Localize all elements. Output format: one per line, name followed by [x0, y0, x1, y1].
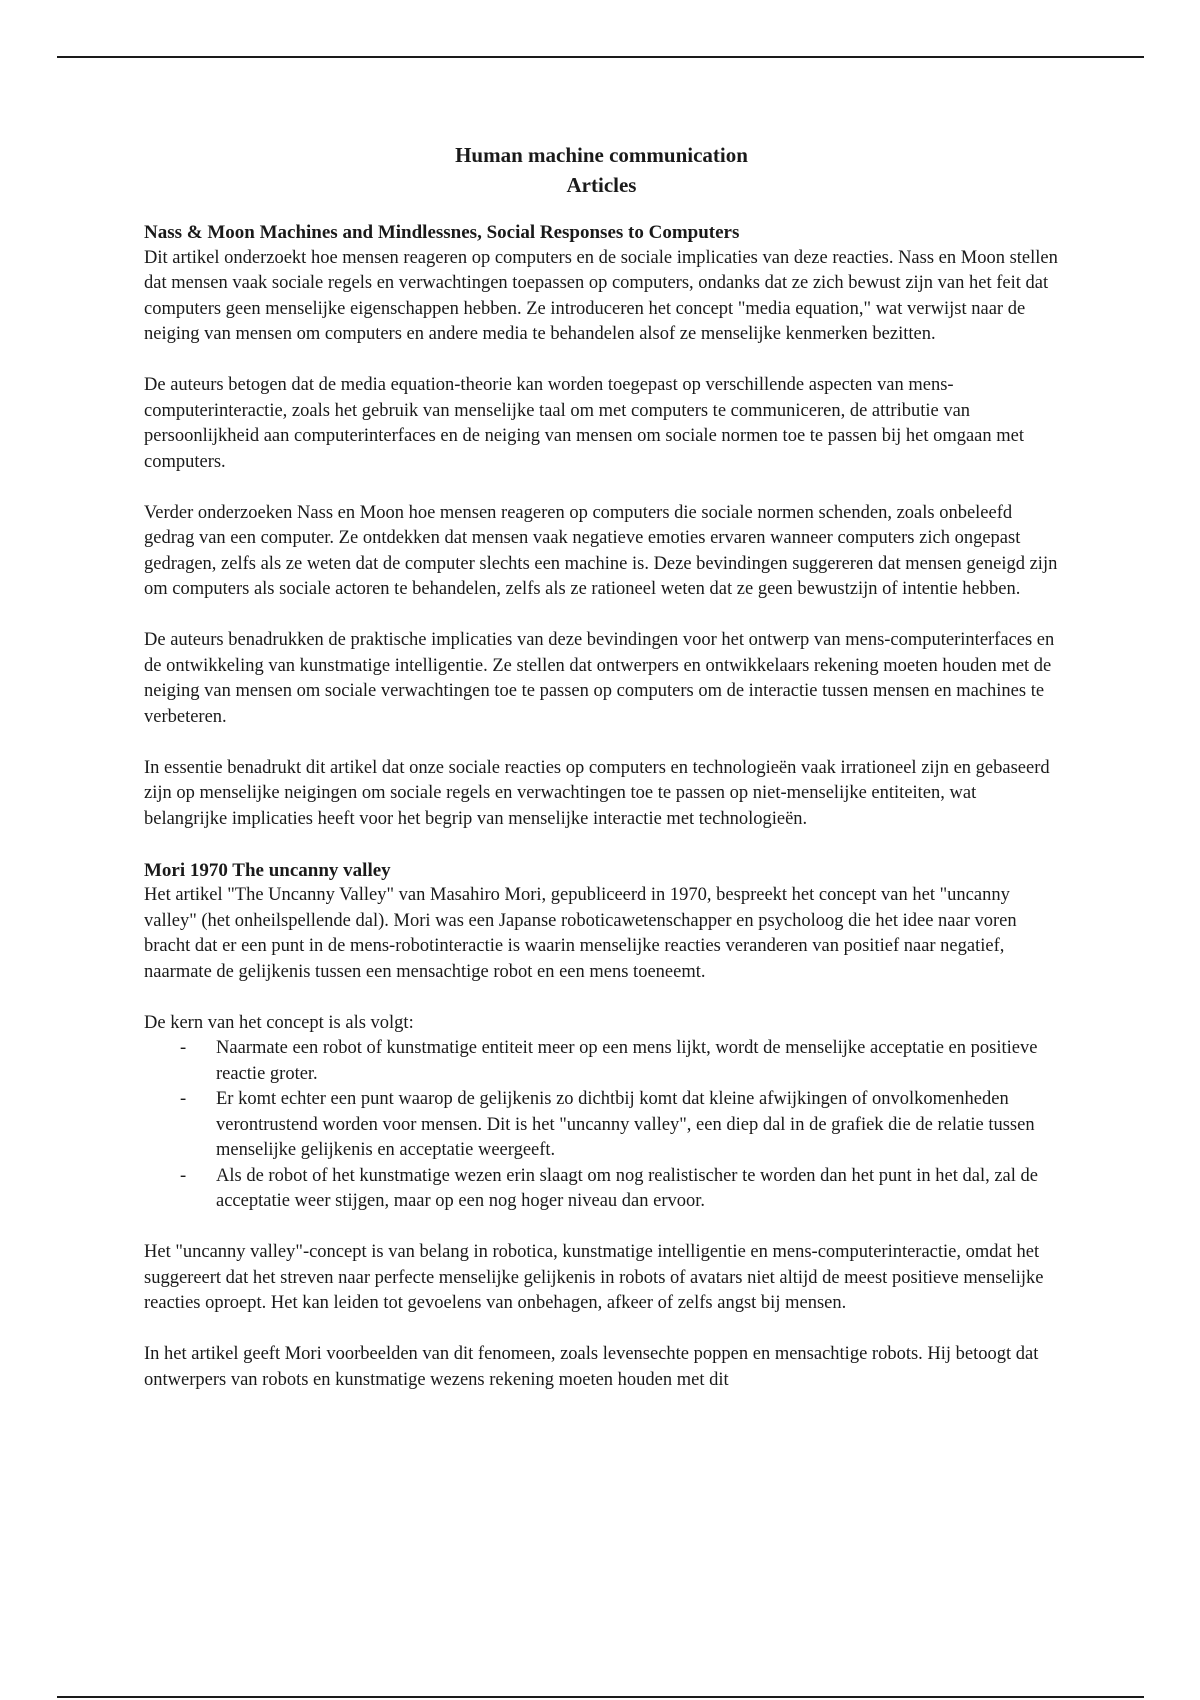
list-item-text: Er komt echter een punt waarop de gelijkenis zo dichtbij komt dat kleine afwijkingen of onvolkomenheden verontrustend worden voor mensen. Dit is het "uncanny valley", een diep dal in de grafiek die de relatie tussen menselijke gelijkenis en acceptatie weergeeft.: [216, 1089, 1035, 1160]
paragraph: Verder onderzoeken Nass en Moon hoe mensen reageren op computers die sociale normen schenden, zoals onbeleefd gedrag van een computer. Ze ontdekken dat mensen vaak negatieve emoties ervaren wanneer computers zich ongepast gedragen, zelfs als ze weten dat de computer slechts een machine is. Deze bevindingen suggereren dat mensen geneigd zijn om computers als sociale actoren te behandelen, zelfs als ze rationeel weten dat ze geen bewustzijn of intentie hebben.: [144, 502, 1058, 599]
section-heading: Mori 1970 The uncanny valley: [144, 859, 391, 881]
paragraph: In essentie benadrukt dit artikel dat onze sociale reacties op computers en technologieën vaak irrationeel zijn en gebaseerd zijn op menselijke neigingen om sociale regels en verwachtingen toe te passen op niet-menselijke entiteiten, wat belangrijke implicaties heeft voor het begrip van menselijke interactie met technologieën.: [144, 757, 1050, 829]
title-line-2: Articles: [566, 173, 637, 197]
section-nass-moon: [144, 220, 1059, 832]
dash-bullet-icon: -: [180, 1089, 187, 1109]
paragraph: De auteurs betogen dat de media equation-theorie kan worden toegepast op verschillende aspecten van mens-computerinteractie, zoals het gebruik van menselijke taal om met computers te communiceren, de attributie van persoonlijkheid aan computerinterfaces en de neiging van mensen om sociale normen toe te passen bij het omgaan met computers.: [144, 375, 1025, 472]
dash-bullet-icon: -: [180, 1165, 187, 1186]
section-mori: [144, 858, 1059, 1394]
paragraph: De auteurs benadrukken de praktische implicaties van deze bevindingen voor het ontwerp van mens-computerinterfaces en de ontwikkeling van kunstmatige intelligentie. Ze stellen dat ontwerpers en ontwikkelaars rekening moeten houden met de neiging van mensen om sociale verwachtingen toe te passen op computers om de interactie tussen mensen en machines te verbeteren.: [144, 630, 1055, 727]
document-page: [144, 140, 1059, 1393]
document-title: [144, 140, 1059, 200]
list-item-text: Naarmate een robot of kunstmatige entiteit meer op een mens lijkt, wordt de menselijke acceptatie en positieve reactie groter.: [216, 1038, 1038, 1084]
list-item: [144, 1087, 1059, 1164]
paragraph: Dit artikel onderzoekt hoe mensen reageren op computers en de sociale implicaties van deze reacties. Nass en Moon stellen dat mensen vaak sociale regels en verwachtingen toepassen op computers, ondanks dat ze zich bewust zijn van het feit dat computers geen menselijke eigenschappen hebben. Ze introduceren het concept "media equation," wat verwijst naar de neiging van mensen om computers en andere media te behandelen alsof ze menselijke kenmerken bezitten.: [144, 247, 1058, 344]
list-item-text: Als de robot of het kunstmatige wezen erin slaagt om nog realistischer te worden dan het punt in het dal, zal de acceptatie weer stijgen, maar op een nog hoger niveau dan ervoor.: [216, 1165, 1038, 1211]
list-item: [144, 1036, 1059, 1087]
paragraph: Het artikel "The Uncanny Valley" van Masahiro Mori, gepubliceerd in 1970, bespreekt het concept van het "uncanny valley" (het onheilspellende dal). Mori was een Japanse roboticawetenschapper en psycholoog die het idee naar voren bracht dat er een punt in de mens-robotinteractie is waarin menselijke reacties veranderen van positief naar negatief, naarmate de gelijkenis tussen een mensachtige robot en een mens toeneemt.: [144, 885, 1017, 982]
paragraph: In het artikel geeft Mori voorbeelden van dit fenomeen, zoals levensechte poppen en mensachtige robots. Hij betoogt dat ontwerpers van robots en kunstmatige wezens rekening moeten houden met dit: [144, 1344, 1039, 1390]
dash-bullet-icon: -: [180, 1038, 187, 1058]
bullet-list: [144, 1036, 1059, 1215]
bottom-rule: [57, 1696, 1144, 1698]
list-lead: De kern van het concept is als volgt:: [144, 1012, 414, 1033]
top-rule: [57, 56, 1144, 58]
title-line-1: Human machine communication: [455, 143, 748, 167]
list-item: [144, 1164, 1059, 1215]
section-heading: Nass & Moon Machines and Mindlessnes, Social Responses to Computers: [144, 222, 740, 243]
paragraph: Het "uncanny valley"-concept is van belang in robotica, kunstmatige intelligentie en mens-computerinteractie, omdat het suggereert dat het streven naar perfecte menselijke gelijkenis in robots of avatars niet altijd de meest positieve menselijke reacties oproept. Het kan leiden tot gevoelens van onbehagen, afkeer of zelfs angst bij mensen.: [144, 1242, 1044, 1313]
